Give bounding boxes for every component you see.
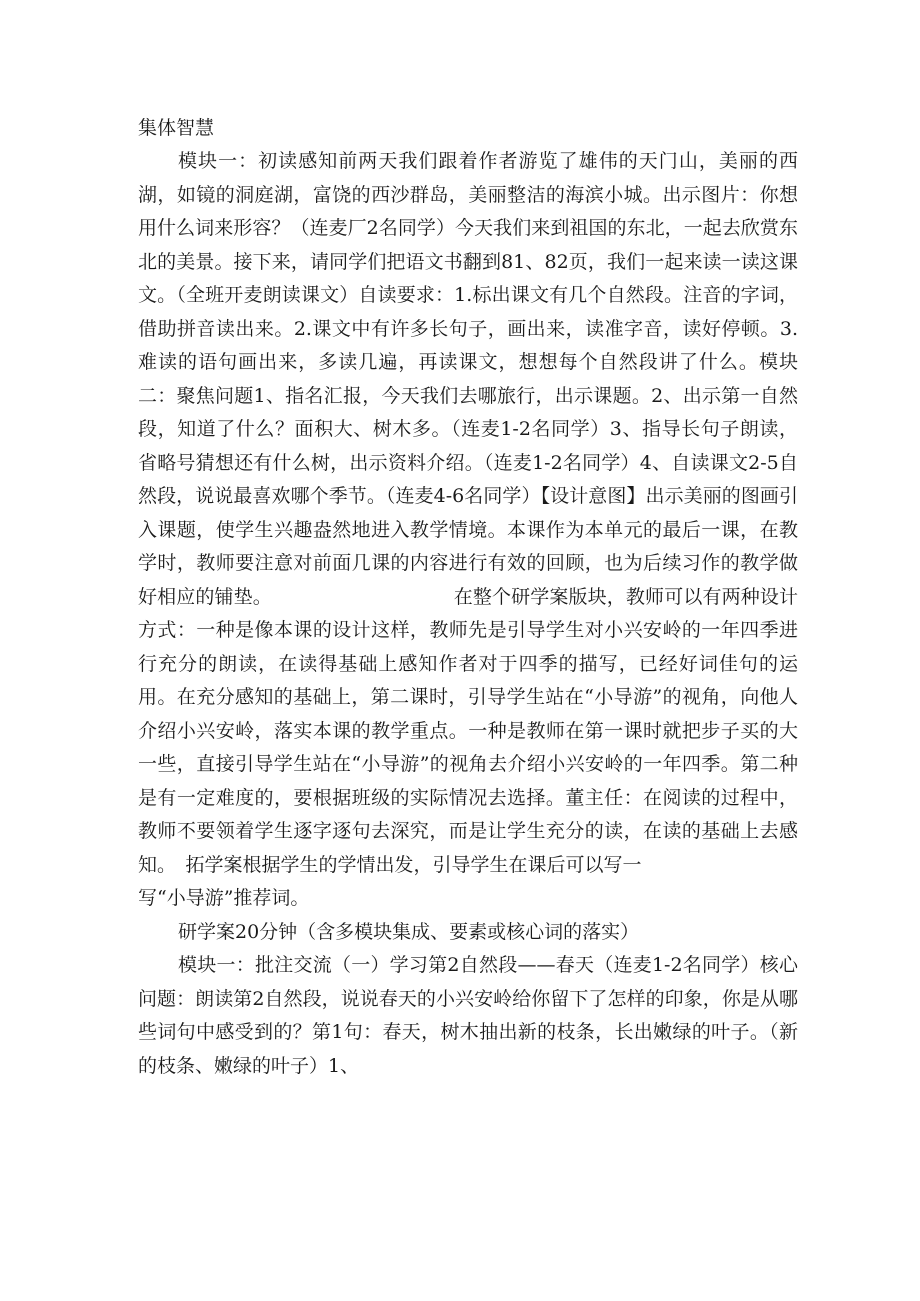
- paragraph-1: 模块一：初读感知前两天我们跟着作者游览了雄伟的天门山，美丽的西湖，如镜的洞庭湖，富饶的西沙群岛，美丽整洁的海滨小城。出示图片：你想用什么词来形容？（连麦厂2名同学）今天我们来到祖国的东北，一起去欣赏东北的美景。接下来，请同学们把语文书翻到81、82页，我们一起来读一读这课文。（全班开麦朗读课文）自读要求：1.标出课文有几个自然段。注音的字词，借助拼音读出来。2.课文中有许多长句子，画出来，读准字音，读好停顿。3.难读的语句画出来，多读几遍，再读课文，想想每个自然段讲了什么。模块二：聚焦问题1、指名汇报，今天我们去哪旅行，出示课题。2、出示第一自然段，知道了什么？面积大、树木多。（连麦1-2名同学）3、指导长句子朗读，省略号猜想还有什么树，出示资料介绍。（连麦1-2名同学）4、自读课文2-5自然段，说说最喜欢哪个季节。（连麦4-6名同学）【设计意图】出示美丽的图画引入课题，使学生兴趣盎然地进入教学情境。本课作为本单元的最后一课，在教学时，教师要注意对前面几课的内容进行有效的回顾，也为后续习作的教学做好相应的铺垫。 在整个研学案版块，教师可以有两种设计方式：一种是像本课的设计这样，教师先是引导学生对小兴安岭的一年四季进行充分的朗读，在读得基础上感知作者对于四季的描写，已经好词佳句的运用。在充分感知的基础上，第二课时，引导学生站在“小导游”的视角，向他人介绍小兴安岭，落实本课的教学重点。一种是教师在第一课时就把步子买的大一些，直接引导学生站在“小导游”的视角去介绍小兴安岭的一年四季。第二种是有一定难度的，要根据班级的实际情况去选择。董主任：在阅读的过程中，教师不要领着学生逐字逐句去深究，而是让学生充分的读，在读的基础上去感知。 拓学案根据学生的学情出发，引导学生在课后可以写一: [138, 150, 798, 876]
- paragraph-3: 研学案20分钟（含多模块集成、要素或核心词的落实）: [178, 920, 640, 943]
- document-heading: 集体智慧: [138, 117, 215, 139]
- paragraph-2: 写“小导游”推荐词。: [138, 887, 310, 909]
- paragraph-4: 模块一：批注交流（一）学习第2自然段——春天（连麦1-2名同学）核心问题：朗读第2自然段，说说春天的小兴安岭给你留下了怎样的印象，你是从哪些词句中感受到的？第1句：春天，树木抽出新的枝条，长出嫩绿的叶子。（新的枝条、嫩绿的叶子）1、: [138, 954, 798, 1077]
- document-page: [138, 112, 798, 1083]
